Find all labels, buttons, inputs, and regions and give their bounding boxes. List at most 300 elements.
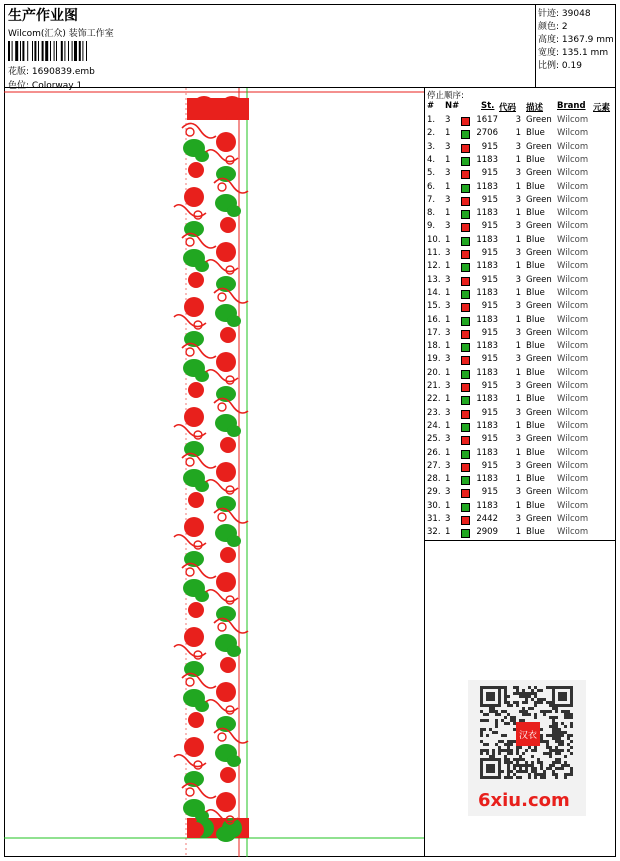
color-swatch — [461, 463, 470, 472]
color-swatch — [461, 423, 470, 432]
row-brand: Wilcom — [557, 460, 589, 471]
row-stitches: 915 — [481, 381, 498, 391]
motif-spiral — [226, 266, 234, 274]
row-stitches: 1183 — [476, 181, 498, 192]
col-needle: N# — [445, 101, 460, 111]
motif-flower — [184, 187, 204, 207]
sequence-row — [425, 527, 616, 540]
motif-flower — [188, 602, 204, 618]
row-desc: Blue — [526, 181, 545, 192]
row-needle: 1 — [445, 314, 451, 325]
row-code: 1 — [515, 341, 521, 352]
row-desc: Green — [526, 168, 552, 179]
row-index: 21. — [427, 381, 441, 391]
motif-spiral — [186, 128, 194, 136]
row-needle: 1 — [445, 394, 451, 405]
color-swatch — [461, 516, 470, 525]
row-desc: Green — [526, 141, 552, 152]
motif-spiral — [194, 321, 202, 329]
row-index: 23. — [427, 407, 441, 418]
row-stitches: 1183 — [476, 500, 498, 511]
motif-spiral — [218, 513, 226, 521]
row-needle: 1 — [445, 208, 451, 219]
row-needle: 3 — [445, 434, 451, 445]
row-needle: 1 — [445, 261, 451, 272]
row-stitches: 1183 — [476, 314, 498, 325]
col-index: # — [427, 101, 435, 111]
row-needle: 1 — [445, 474, 451, 485]
row-stitches: 915 — [481, 487, 498, 498]
row-index: 13. — [427, 274, 441, 285]
scale-value: 0.19 — [561, 61, 582, 71]
row-desc: Blue — [526, 314, 545, 325]
row-stitches: 915 — [481, 301, 498, 312]
color-swatch — [461, 130, 470, 139]
row-index: 3. — [427, 141, 436, 152]
colors-row — [538, 19, 568, 32]
row-needle: 3 — [445, 327, 451, 338]
motif-flower — [216, 132, 236, 152]
row-code: 3 — [515, 327, 521, 338]
motif-flower — [188, 712, 204, 728]
color-swatch — [461, 157, 470, 166]
watermark-logo — [468, 680, 586, 816]
height-label: 高度: — [538, 35, 560, 45]
motif-spiral — [194, 761, 202, 769]
motif-vine — [206, 480, 238, 492]
motif-flower — [184, 407, 204, 427]
row-code: 3 — [515, 460, 521, 471]
row-desc: Blue — [526, 394, 545, 405]
row-desc: Blue — [526, 208, 545, 219]
sequence-row — [425, 354, 616, 367]
row-code: 1 — [515, 420, 521, 431]
sequence-row — [425, 448, 616, 461]
row-stitches: 915 — [481, 221, 498, 232]
motif-leaf — [227, 535, 241, 547]
page-title: 生产作业图 — [8, 8, 78, 24]
row-code: 3 — [515, 381, 521, 391]
row-brand: Wilcom — [557, 181, 589, 192]
height-row — [538, 32, 614, 45]
row-needle: 3 — [445, 115, 451, 125]
motif-flower — [184, 297, 204, 317]
row-stitches: 2706 — [476, 128, 498, 139]
color-swatch — [461, 184, 470, 193]
row-brand: Wilcom — [557, 301, 589, 312]
row-index: 28. — [427, 474, 441, 485]
width-row — [538, 45, 608, 58]
sequence-row — [425, 142, 616, 155]
stitches-label: 针迹: — [538, 9, 560, 19]
row-stitches: 1183 — [476, 447, 498, 458]
row-code: 1 — [515, 208, 521, 219]
col-code: 代码 — [499, 103, 517, 113]
row-brand: Wilcom — [557, 447, 589, 458]
row-brand: Wilcom — [557, 487, 589, 498]
row-brand: Wilcom — [557, 527, 589, 538]
row-stitches: 1183 — [476, 208, 498, 219]
motif-flower — [184, 627, 204, 647]
sequence-row — [425, 275, 616, 288]
row-brand: Wilcom — [557, 474, 589, 485]
motif-spiral — [194, 211, 202, 219]
motif-flower — [188, 492, 204, 508]
row-brand: Wilcom — [557, 168, 589, 179]
row-brand: Wilcom — [557, 367, 589, 378]
motif-flower — [220, 767, 236, 783]
sequence-row — [425, 341, 616, 354]
row-needle: 3 — [445, 354, 451, 365]
motif-flower — [220, 657, 236, 673]
sequence-row — [425, 394, 616, 407]
row-desc: Green — [526, 194, 552, 205]
row-code: 1 — [515, 527, 521, 538]
design-label: 花版: — [8, 67, 30, 77]
row-code: 1 — [515, 314, 521, 325]
row-stitches: 915 — [481, 407, 498, 418]
row-code: 3 — [515, 194, 521, 205]
color-swatch — [461, 343, 470, 352]
row-code: 3 — [515, 274, 521, 285]
sequence-row — [425, 368, 616, 381]
motif-vine — [206, 150, 238, 162]
motif-vine — [174, 205, 206, 217]
motif-spiral — [186, 458, 194, 466]
row-desc: Blue — [526, 341, 545, 352]
row-brand: Wilcom — [557, 141, 589, 152]
row-code: 3 — [515, 221, 521, 232]
motif-spiral — [226, 156, 234, 164]
sequence-row — [425, 248, 616, 261]
row-needle: 1 — [445, 447, 451, 458]
motif-flower — [216, 682, 236, 702]
color-swatch — [461, 489, 470, 498]
row-code: 1 — [515, 234, 521, 245]
row-stitches: 1183 — [476, 234, 498, 245]
sequence-row — [425, 501, 616, 514]
motif-leaf — [227, 425, 241, 437]
width-value: 135.1 mm — [561, 48, 609, 58]
stop-sequence-panel — [425, 88, 616, 541]
row-index: 4. — [427, 154, 436, 165]
row-index: 22. — [427, 394, 441, 405]
sequence-row — [425, 408, 616, 421]
row-index: 2. — [427, 128, 436, 139]
row-desc: Green — [526, 434, 552, 445]
motif-flower — [188, 162, 204, 178]
row-stitches: 915 — [481, 327, 498, 338]
row-code: 3 — [515, 487, 521, 498]
row-brand: Wilcom — [557, 274, 589, 285]
company-name: Wilcom(汇众) 装饰工作室 — [8, 29, 114, 39]
color-swatch — [461, 144, 470, 153]
motif-flower — [192, 96, 216, 120]
sequence-row — [425, 328, 616, 341]
row-brand: Wilcom — [557, 115, 589, 125]
row-code: 1 — [515, 154, 521, 165]
row-brand: Wilcom — [557, 407, 589, 418]
row-stitches: 915 — [481, 194, 498, 205]
color-swatch — [461, 356, 470, 365]
row-needle: 3 — [445, 487, 451, 498]
motif-vine — [206, 700, 238, 712]
motif-vine — [206, 260, 238, 272]
row-index: 32. — [427, 527, 441, 538]
row-index: 6. — [427, 181, 436, 192]
motif-spiral — [218, 403, 226, 411]
row-needle: 3 — [445, 407, 451, 418]
sequence-row — [425, 315, 616, 328]
motif-flower — [220, 96, 244, 120]
row-desc: Blue — [526, 154, 545, 165]
row-index: 29. — [427, 487, 441, 498]
row-code: 3 — [515, 514, 521, 524]
row-desc: Green — [526, 487, 552, 498]
row-desc: Blue — [526, 527, 545, 538]
motif-spiral — [218, 183, 226, 191]
motif-vine — [174, 535, 206, 547]
color-swatch — [461, 117, 470, 126]
row-needle: 1 — [445, 128, 451, 139]
row-desc: Green — [526, 274, 552, 285]
row-brand: Wilcom — [557, 154, 589, 165]
motif-spiral — [226, 486, 234, 494]
row-needle: 3 — [445, 274, 451, 285]
row-index: 9. — [427, 221, 436, 232]
row-needle: 1 — [445, 527, 451, 538]
row-desc: Green — [526, 301, 552, 312]
row-desc: Green — [526, 381, 552, 391]
row-needle: 3 — [445, 460, 451, 471]
row-brand: Wilcom — [557, 354, 589, 365]
row-needle: 1 — [445, 154, 451, 165]
color-swatch — [461, 197, 470, 206]
motif-leaf — [227, 315, 241, 327]
row-code: 1 — [515, 181, 521, 192]
row-desc: Blue — [526, 500, 545, 511]
sequence-row — [425, 195, 616, 208]
sequence-row — [425, 115, 616, 128]
row-needle: 3 — [445, 248, 451, 258]
motif-spiral — [194, 431, 202, 439]
row-code: 3 — [515, 434, 521, 445]
stitches-row — [538, 6, 591, 19]
sequence-row — [425, 261, 616, 274]
motif-leaf — [227, 205, 241, 217]
row-index: 10. — [427, 234, 441, 245]
motif-vine — [174, 425, 206, 437]
row-stitches: 915 — [481, 354, 498, 365]
row-brand: Wilcom — [557, 128, 589, 139]
motif-leaf — [216, 826, 236, 842]
sequence-row — [425, 288, 616, 301]
motif-flower — [216, 462, 236, 482]
row-code: 1 — [515, 128, 521, 139]
row-needle: 3 — [445, 381, 451, 391]
col-element: 元素 — [593, 103, 611, 113]
motif-flower — [220, 547, 236, 563]
color-swatch — [461, 317, 470, 326]
color-swatch — [461, 303, 470, 312]
row-stitches: 915 — [481, 274, 498, 285]
row-code: 3 — [515, 301, 521, 312]
color-swatch — [461, 503, 470, 512]
sequence-title: 停止顺序: — [427, 91, 464, 101]
stitches-value: 39048 — [561, 9, 591, 19]
scale-label: 比例: — [538, 61, 560, 71]
design-value: 1690839.emb — [31, 67, 95, 77]
row-index: 7. — [427, 194, 436, 205]
row-code: 3 — [515, 115, 521, 125]
scale-row — [538, 58, 582, 71]
motif-leaf — [227, 645, 241, 657]
row-stitches: 915 — [481, 248, 498, 258]
motif-spiral — [186, 678, 194, 686]
row-needle: 3 — [445, 194, 451, 205]
row-needle: 3 — [445, 168, 451, 179]
colorway-value: Colorway 1 — [31, 81, 83, 91]
row-code: 3 — [515, 168, 521, 179]
row-needle: 1 — [445, 181, 451, 192]
motif-vine — [174, 315, 206, 327]
row-index: 19. — [427, 354, 441, 365]
brand-text: 6xiu.com — [478, 790, 570, 811]
row-desc: Green — [526, 460, 552, 471]
motif-spiral — [226, 376, 234, 384]
color-swatch — [461, 290, 470, 299]
col-desc: 描述 — [526, 103, 544, 113]
row-needle: 1 — [445, 420, 451, 431]
motif-spiral — [186, 238, 194, 246]
seal-text: 汉衣 — [518, 731, 538, 741]
row-stitches: 1183 — [476, 367, 498, 378]
embroidery-pattern — [4, 88, 425, 857]
row-stitches: 1183 — [476, 341, 498, 352]
sequence-row — [425, 168, 616, 181]
sequence-row — [425, 301, 616, 314]
colors-label: 颜色: — [538, 22, 560, 32]
row-stitches: 1183 — [476, 394, 498, 405]
row-desc: Blue — [526, 261, 545, 272]
row-index: 5. — [427, 168, 436, 179]
row-index: 1. — [427, 115, 436, 125]
sequence-row — [425, 474, 616, 487]
row-brand: Wilcom — [557, 420, 589, 431]
motif-spiral — [226, 706, 234, 714]
motif-flower — [184, 517, 204, 537]
row-code: 1 — [515, 261, 521, 272]
row-stitches: 1183 — [476, 261, 498, 272]
sequence-row — [425, 208, 616, 221]
row-desc: Green — [526, 327, 552, 338]
sequence-row — [425, 487, 616, 500]
motif-vine — [174, 645, 206, 657]
motif-flower — [220, 217, 236, 233]
row-needle: 1 — [445, 234, 451, 245]
row-brand: Wilcom — [557, 194, 589, 205]
color-swatch — [461, 223, 470, 232]
row-desc: Green — [526, 248, 552, 258]
row-desc: Green — [526, 115, 552, 125]
row-brand: Wilcom — [557, 500, 589, 511]
color-swatch — [461, 370, 470, 379]
motif-flower — [220, 327, 236, 343]
sequence-row — [425, 155, 616, 168]
motif-spiral — [186, 348, 194, 356]
row-code: 3 — [515, 141, 521, 152]
row-desc: Green — [526, 354, 552, 365]
row-code: 3 — [515, 407, 521, 418]
motif-flower — [216, 352, 236, 372]
row-needle: 3 — [445, 514, 451, 524]
row-brand: Wilcom — [557, 248, 589, 258]
row-stitches: 2442 — [476, 514, 498, 524]
col-brand: Brand — [557, 101, 586, 111]
row-desc: Blue — [526, 420, 545, 431]
row-desc: Blue — [526, 234, 545, 245]
color-swatch — [461, 476, 470, 485]
row-index: 27. — [427, 460, 441, 471]
sequence-row — [425, 381, 616, 394]
color-swatch — [461, 263, 470, 272]
sequence-row — [425, 182, 616, 195]
row-stitches: 1183 — [476, 154, 498, 165]
row-index: 31. — [427, 514, 441, 524]
row-brand: Wilcom — [557, 434, 589, 445]
row-desc: Blue — [526, 474, 545, 485]
color-swatch — [461, 250, 470, 259]
row-code: 1 — [515, 287, 521, 298]
color-swatch — [461, 330, 470, 339]
row-desc: Blue — [526, 128, 545, 139]
motif-spiral — [218, 623, 226, 631]
motif-vine — [206, 370, 238, 382]
row-code: 1 — [515, 474, 521, 485]
row-brand: Wilcom — [557, 261, 589, 272]
color-swatch — [461, 436, 470, 445]
color-swatch — [461, 410, 470, 419]
height-value: 1367.9 mm — [561, 35, 614, 45]
motif-flower — [216, 242, 236, 262]
color-swatch — [461, 277, 470, 286]
row-stitches: 915 — [481, 141, 498, 152]
motif-flower — [220, 437, 236, 453]
motif-flower — [216, 572, 236, 592]
row-desc: Blue — [526, 287, 545, 298]
motif-vine — [174, 755, 206, 767]
row-desc: Green — [526, 221, 552, 232]
row-brand: Wilcom — [557, 341, 589, 352]
header-panel — [4, 4, 536, 91]
row-index: 30. — [427, 500, 441, 511]
motif-column — [174, 96, 248, 842]
row-index: 8. — [427, 208, 436, 219]
motif-spiral — [194, 541, 202, 549]
row-desc: Green — [526, 514, 552, 524]
row-index: 16. — [427, 314, 441, 325]
row-code: 1 — [515, 500, 521, 511]
motif-vine — [182, 123, 216, 138]
colors-value: 2 — [561, 22, 568, 32]
sequence-row — [425, 434, 616, 447]
motif-flower — [184, 737, 204, 757]
row-brand: Wilcom — [557, 381, 589, 391]
motif-vine — [206, 590, 238, 602]
row-brand: Wilcom — [557, 287, 589, 298]
motif-flower — [188, 272, 204, 288]
row-brand: Wilcom — [557, 208, 589, 219]
